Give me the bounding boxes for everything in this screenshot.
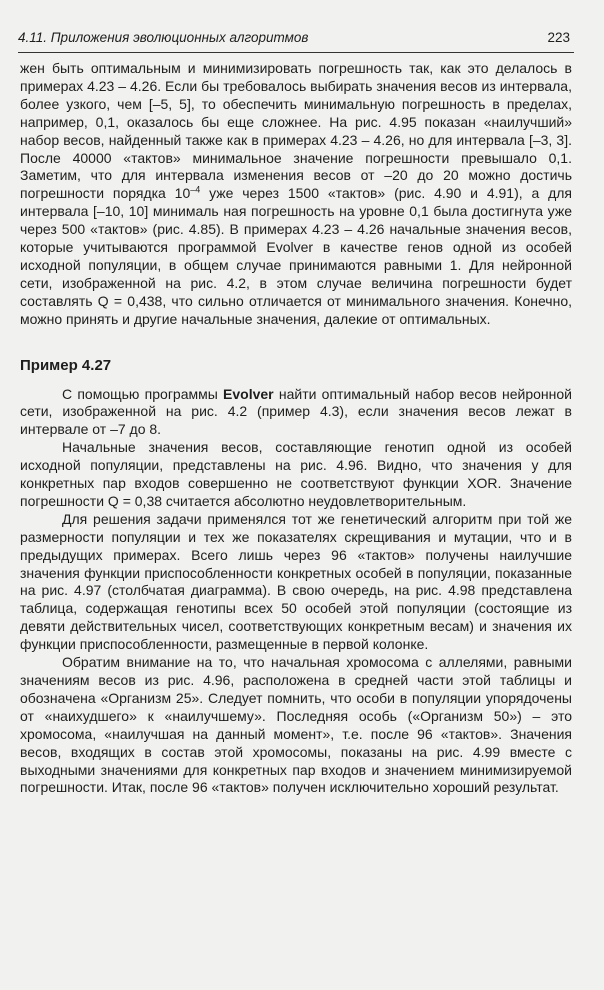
header-rule	[18, 52, 574, 53]
section-title: 4.11. Приложения эволюционных алгоритмов	[18, 30, 309, 45]
program-name: Evolver	[223, 385, 274, 402]
page-body	[20, 60, 572, 797]
paragraph-initial-weights: Начальные значения весов, составляющие генотип одной из особей исходной популяции, представлены на рис. 4.96. Видно, что значения у для конкретных пар входов совершенно не соответствуют функции XOR. Значение погрешности Q = 0,38 считается абсолютно неудовлетворительным.	[20, 439, 572, 509]
exponent: –4	[190, 184, 201, 195]
paragraph-continuation: жен быть оптимальным и минимизировать погрешность так, как это делалось в примерах 4.23 – 4.26. Если бы требовалось выбирать значения весов из интервала, более узкого, чем [–5, 5], то обеспечить минимальную погрешность в пределах, например, 0,1, оказалось бы еще сложнее. На рис. 4.95 показан «наилучший» набор весов, найденный также как в примерах 4.23 – 4.26, но для интервала [–3, 3]. После 40000 «тактов» минимальное значение погрешности превышало 0,1. Заметим, что для интервала изменения весов от –20 до 20 можно достичь погрешности порядка $10^{-4}$ уже через 1500 «тактов» (рис. 4.90 и 4.91), а для интервала [–10, 10] минималь ная погрешность на уровне 0,1 была достигнута уже через 500 «тактов» (рис. 4.85). В примерах 4.23 – 4.26 начальные значения весов, которые учитываются программой Evolver в качестве генов одной из особей исходной популяции, в общем случае принимаются равными 1. Для нейронной сети, изображенной на рис. 4.2, в этом случае величина погрешности будет составлять Q = 0,438, что сильно отличается от минимального значения. Конечно, можно принять и другие начальные значения, далекие от оптимальных.	[20, 60, 573, 327]
example-heading: Пример 4.27	[20, 356, 112, 374]
example-statement: С помощью программы Evolver найти оптимальный набор весов нейронной сети, изображенной на рис. 4.2 (пример 4.3), если значения весов лежат в интервале от –7 до 8.	[20, 385, 572, 438]
paragraph-result: Обратим внимание на то, что начальная хромосома с аллелями, равными значениям весов из рис. 4.96, расположена в средней части этой таблицы и обозначена «Организм 25». Следует помнить, что особи в популяции упорядочены от «наихудшего» к «наилучшему». Последняя особь («Организм 50») – это хромосома, «наилучшая на данный момент», т.е. после 96 «тактов». Значения весов, входящих в состав этой хромосомы, показаны на рис. 4.99 вместе с выходными значениями для конкретных пар входов и значением минимизируемой погрешности. Итак, после 96 «тактов» получен исключительно хороший результат.	[20, 654, 572, 796]
running-header	[18, 30, 570, 45]
page-number: 223	[547, 30, 570, 45]
paragraph-algorithm: Для решения задачи применялся тот же генетический алгоритм при той же размерности популяции и тех же показателях скрещивания и мутации, что и в предыдущих примерах. Всего лишь через 96 «тактов» получены наилучшие значения функции приспособленности конкретных особей в популяции, показанные на рис. 4.97 (столбчатая диаграмма). В свою очередь, на рис. 4.98 представлена таблица, содержащая генотипы всех 50 особей этой популяции (состоящие из девяти действительных чисел, соответствующих конкретным весам) и значения их функции приспособленности, размещенные в первой колонке.	[20, 510, 572, 653]
